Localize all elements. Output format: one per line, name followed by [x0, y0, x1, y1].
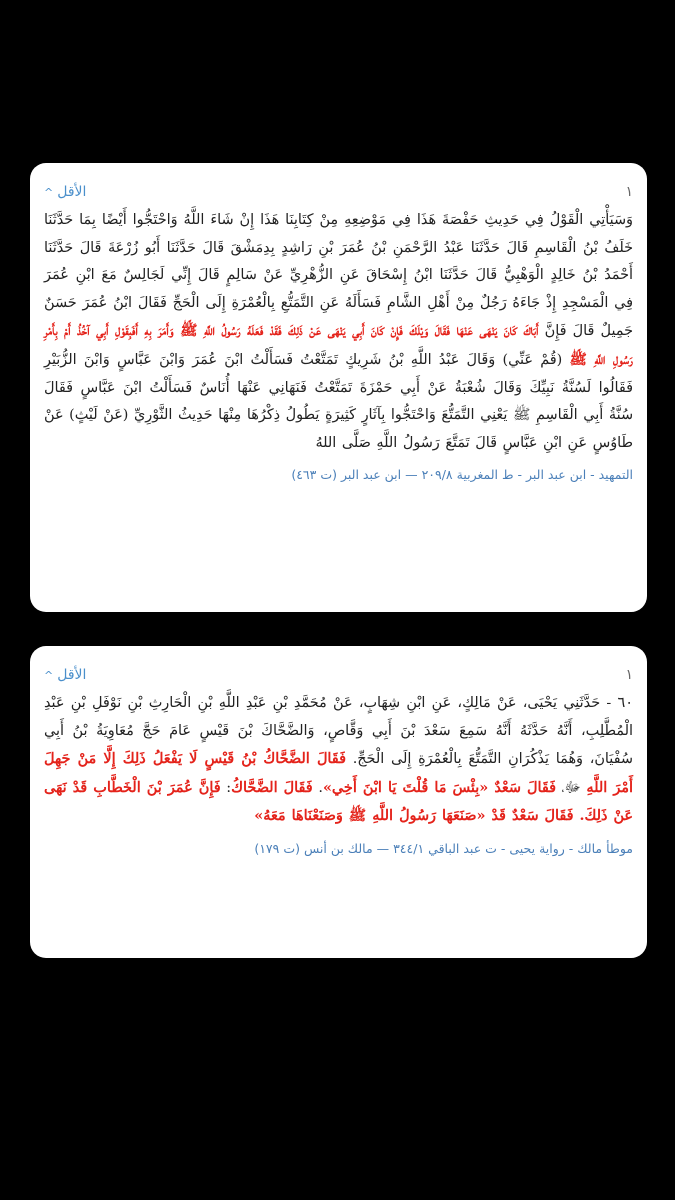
- text-segment: .: [312, 779, 323, 796]
- hadith-text: [44, 690, 633, 831]
- text-segment: :: [220, 779, 232, 796]
- result-number: ١: [625, 667, 633, 683]
- source-citation[interactable]: موطأ مالك - رواية يحيى - ت عبد الباقي ٣٤٤/١ — مالك بن أنس (ت ١٧٩): [254, 840, 633, 856]
- hadith-text: [44, 207, 633, 457]
- collapse-toggle[interactable]: [44, 667, 86, 683]
- highlighted-text: فَقَالَ الضَّحَّاكُ بْنُ قَيْسٍ لَا يَفْعَلُ ذَلِكَ إِلَّا مَنْ جَهِلَ أَمْرَ اللَّهِ: [44, 750, 633, 796]
- text-segment: ﷻ،: [556, 779, 587, 796]
- chevron-up-icon: ^: [44, 185, 54, 199]
- text-segment: ٦٠ - حَدَّثَنِي يَحْيَى، عَنْ مَالِكٍ، عَنِ ابْنِ شِهَابٍ، عَنْ مُحَمَّدِ بْنِ عَبْدِ اللَّهِ بْنِ الْحَارِثِ بْنِ نَوْفَلِ بْنِ عَبْدِ الْمُطَّلِبِ، أَنَّهُ حَدَّثَهُ أَنَّهُ سَمِعَ سَعْدَ بْنَ أَبِي وَقَّاصٍ، وَالضَّحَّاكَ بْنَ قَيْسٍ عَامَ حَجَّ مُعَاوِيَةُ بْنُ أَبِي سُفْيَانَ، وَهُمَا يَذْكُرَانِ التَّمَتُّعَ بِالْعُمْرَةِ إِلَى الْحَجِّ.: [44, 695, 633, 768]
- chevron-up-icon: ^: [44, 668, 54, 682]
- card-header: [44, 664, 633, 686]
- source-citation[interactable]: التمهيد - ابن عبد البر - ط المغربية ٢٠٩/٨ — ابن عبد البر (ت ٤٦٣): [291, 467, 633, 483]
- collapse-toggle-label: الأقل: [57, 667, 87, 683]
- text-segment: وَسَيَأْتِي الْقَوْلُ فِي حَدِيثِ حَفْصَةَ هَذَا فِي مَوْضِعِهِ مِنْ كِتَابِنَا هَذَا إِنْ شَاءَ اللَّهُ وَاحْتَجُّوا أَيْضًا بِمَا حَدَّثَنَا خَلَفُ بْنُ الْقَاسِمِ قَالَ حَدَّثَنَا عَبْدُ الرَّحْمَنِ بْنُ عُمَرَ بْنِ رَاشِدٍ بِدِمَشْقَ قَالَ حَدَّثَنَا أَبُو زُرْعَةَ قَالَ حَدَّثَنَا أَحْمَدُ بْنُ خَالِدٍ الْوَهْبِيُّ قَالَ حَدَّثَنَا ابْنُ إِسْحَاقَ عَنِ الزُّهْرِيِّ عَنْ سَالِمٍ قَالَ إِنِّي لَجَالِسٌ مَعَ ابْنِ عُمَرَ فِي الْمَسْجِدِ إِذْ جَاءَهُ رَجُلٌ مِنْ أَهْلِ الشَّامِ فَسَأَلَهُ عَنِ التَّمَتُّعِ بِالْعُمْرَةِ إِلَى الْحَجِّ فَقَالَ ابْنُ عُمَرَ حَسَنٌ جَمِيلٌ قَالَ فَإِنَّ: [44, 212, 633, 340]
- highlighted-text: فَقَالَ سَعْدٌ «بِئْسَ مَا قُلْتَ يَا ابْنَ أَخِي»: [322, 778, 557, 796]
- highlighted-text: أَبَاكَ كَانَ يَنْهَى عَنْهَا فَقَالَ وَيْلَكَ فَإِنْ كَانَ أَبِي يَنْهَى عَنْ ذَلِكَ فَقَدْ فَعَلَهُ رَسُولُ اللَّهِ ﷺ وَأَمَرَ بِهِ أَفَبِقَوْلِ أَبِي آخُذُ أَمْ بِأَمْرِ رَسُولِ اللَّهِ ﷺ: [44, 322, 633, 368]
- text-segment: (قُمْ عَنِّي) وَقَالَ عَبْدُ اللَّهِ بْنُ شَرِيكٍ تَمَتَّعْتُ فَسَأَلْتُ ابْنَ عُمَرَ وَابْنَ عَبَّاسٍ وَابْنَ الزُّبَيْرِ فَقَالُوا لَسُنَّةُ نَبِيِّكَ وَقَالَ شُعْبَةُ عَنْ أَبِي حَمْزَةَ تَمَتَّعْتُ فَنَهَانِي عَنْهَا أُنَاسٌ فَسَأَلْتُ ابْنَ عَبَّاسٍ فَقَالَ سُنَّةُ أَبِي الْقَاسِمِ ﷺ يَعْنِي التَّمَتُّعَ وَاحْتَجُّوا بِآثَارٍ كَثِيرَةٍ يَطُولُ ذِكْرُهَا مِنْهَا حَدِيثُ الثَّوْرِيِّ (عَنْ لَيْثٍ) عَنْ طَاوُسٍ عَنِ ابْنِ عَبَّاسٍ قَالَ تَمَتَّعَ رَسُولُ اللَّهِ صَلَّى اللهُ: [44, 351, 633, 451]
- collapse-toggle-label: الأقل: [57, 184, 87, 200]
- card-header: [44, 181, 633, 203]
- result-number: ١: [625, 184, 633, 200]
- hadith-card-tamhid: [30, 163, 647, 612]
- collapse-toggle[interactable]: [44, 184, 86, 200]
- hadith-card-muwatta: [30, 646, 647, 958]
- highlighted-text: فَقَالَ الضَّحَّاكُ: [231, 778, 313, 796]
- highlighted-text: فَإِنَّ عُمَرَ بْنَ الْخَطَّابِ قَدْ نَهَى عَنْ ذَلِكَ. فَقَالَ سَعْدٌ قَدْ «صَنَعَهَا رَسُولُ اللَّهِ ﷺ وَصَنَعْنَاهَا مَعَهُ»: [44, 778, 633, 825]
